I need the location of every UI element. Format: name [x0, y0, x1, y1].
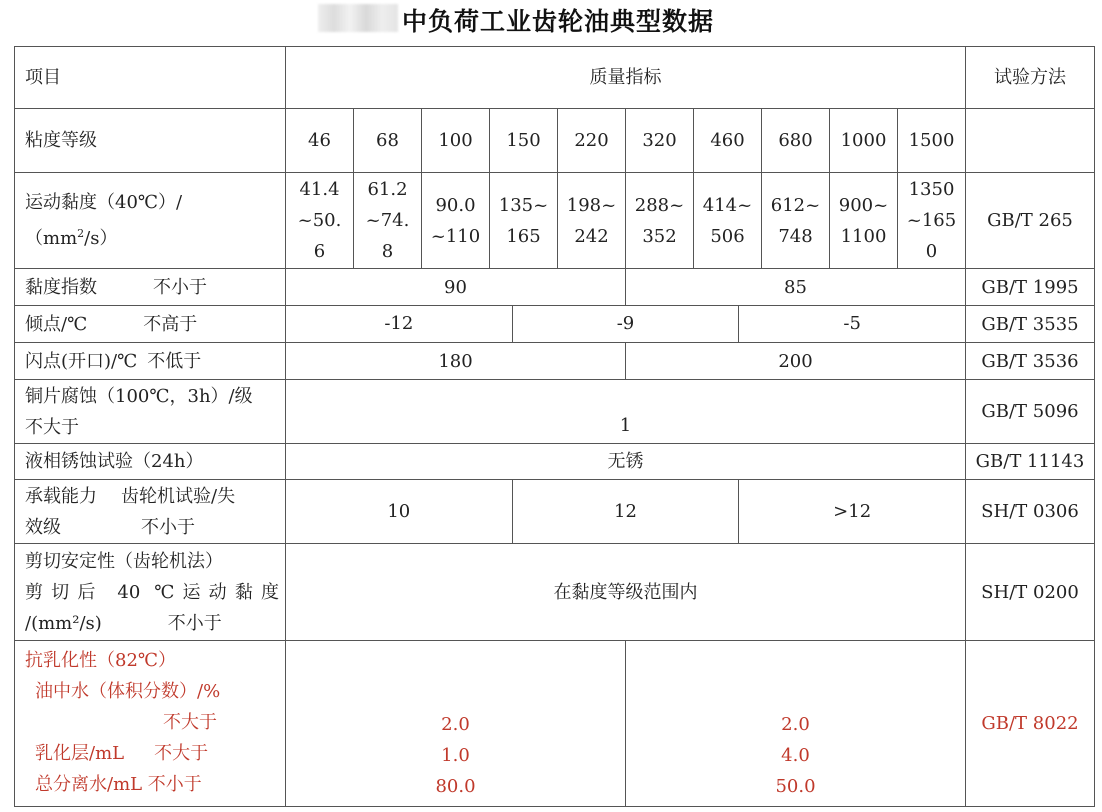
- method-cell: GB/T 1995: [966, 269, 1095, 306]
- row-label: 粘度等级: [15, 109, 286, 173]
- kv-cell: 198~ 242: [558, 173, 626, 269]
- kv-cell: 612~ 748: [762, 173, 830, 269]
- value-cell: -5: [843, 313, 861, 334]
- kv-cell: 288~ 352: [626, 173, 694, 269]
- demulsibility-col1: 2.0 1.0 80.0: [286, 641, 626, 807]
- unit-sup: 2: [77, 227, 85, 240]
- value-cell: 85: [626, 269, 966, 306]
- page-title: 中负荷工业齿轮油典型数据: [402, 7, 715, 36]
- grade-cell: 1500: [898, 109, 966, 173]
- viscosity-index-row: [15, 269, 1095, 306]
- value-cell: 10: [286, 480, 513, 543]
- value-cell: 200: [626, 343, 966, 380]
- grade-cell: 460: [694, 109, 762, 173]
- value-cell: -12: [286, 306, 513, 342]
- kv-cell: 900~ 1100: [830, 173, 898, 269]
- pour-point-row: [15, 306, 1095, 343]
- row-label: 抗乳化性（82℃） 油中水（体积分数）/% 不大于 乳化层/mL 不大于 总分离水/mL 不小于: [15, 641, 286, 807]
- kv-cell: 135~ 165: [490, 173, 558, 269]
- label-line: 运动黏度（40℃）/: [25, 192, 183, 213]
- row-label: [15, 173, 286, 269]
- row-label: 剪切安定性（齿轮机法） 剪切后 40 ℃运动黏度 /(mm²/s) 不小于: [15, 544, 286, 641]
- demulsibility-col2: 2.0 4.0 50.0: [626, 641, 966, 807]
- method-cell: GB/T 3536: [966, 343, 1095, 380]
- grade-cell: 46: [286, 109, 354, 173]
- rust-test-row: [15, 444, 1095, 480]
- row-label: 铜片腐蚀（100℃，3h）/级 不大于: [15, 380, 286, 444]
- kv-cell: 41.4 ~50. 6: [286, 173, 354, 269]
- grade-cell: 150: [490, 109, 558, 173]
- header-item: 项目: [15, 47, 286, 109]
- label-line: [25, 218, 279, 254]
- method-cell: GB/T 3535: [966, 306, 1095, 343]
- unit-part: （mm: [25, 228, 78, 249]
- viscosity-grade-row: [15, 109, 1095, 173]
- header-method: 试验方法: [966, 47, 1095, 109]
- table-header-row: [15, 47, 1095, 109]
- grade-cell: 68: [354, 109, 422, 173]
- kv-cell: 90.0 ~110: [422, 173, 490, 269]
- copper-corrosion-row: [15, 380, 1095, 444]
- method-cell: GB/T 265: [966, 173, 1095, 269]
- header-quality: 质量指标: [286, 47, 966, 109]
- method-cell: GB/T 5096: [966, 380, 1095, 444]
- kv-cell: 414~ 506: [694, 173, 762, 269]
- grade-cell: 220: [558, 109, 626, 173]
- flash-point-row: [15, 343, 1095, 380]
- row-label: 倾点/℃ 不高于: [15, 306, 286, 343]
- method-cell: GB/T 11143: [966, 444, 1095, 480]
- row-label: 液相锈蚀试验（24h）: [15, 444, 286, 480]
- title-area: [0, 0, 1102, 44]
- value-cell: -9: [513, 306, 740, 342]
- row-label: 承载能力 齿轮机试验/失 效级 不小于: [15, 480, 286, 544]
- method-cell: SH/T 0200: [966, 544, 1095, 641]
- spec-table: [14, 46, 1095, 807]
- value-cell: 90: [286, 269, 626, 306]
- kinematic-viscosity-row: [15, 173, 1095, 269]
- method-cell: [966, 109, 1095, 173]
- kv-cell: 61.2 ~74. 8: [354, 173, 422, 269]
- value-cell: 180: [286, 343, 626, 380]
- value-cell: 12: [513, 480, 740, 543]
- shear-stability-row: [15, 544, 1095, 641]
- method-cell: GB/T 8022: [966, 641, 1095, 807]
- redacted-brand: [318, 4, 398, 32]
- value-cell: 无锈: [286, 444, 966, 480]
- method-cell: SH/T 0306: [966, 480, 1095, 544]
- kv-cell: 1350 ~165 0: [898, 173, 966, 269]
- grade-cell: 1000: [830, 109, 898, 173]
- load-capacity-row: [15, 480, 1095, 544]
- load-capacity-values: [286, 480, 966, 544]
- value-cell: 1: [286, 380, 966, 444]
- grade-cell: 100: [422, 109, 490, 173]
- row-label: 黏度指数 不小于: [15, 269, 286, 306]
- grade-cell: 320: [626, 109, 694, 173]
- grade-cell: 680: [762, 109, 830, 173]
- value-cell: >12: [833, 501, 872, 522]
- row-label: 闪点(开口)/℃ 不低于: [15, 343, 286, 380]
- unit-part: /s）: [84, 228, 118, 249]
- pour-point-values: [286, 306, 966, 343]
- value-cell: 在黏度等级范围内: [286, 544, 966, 641]
- demulsibility-row: [15, 641, 1095, 807]
